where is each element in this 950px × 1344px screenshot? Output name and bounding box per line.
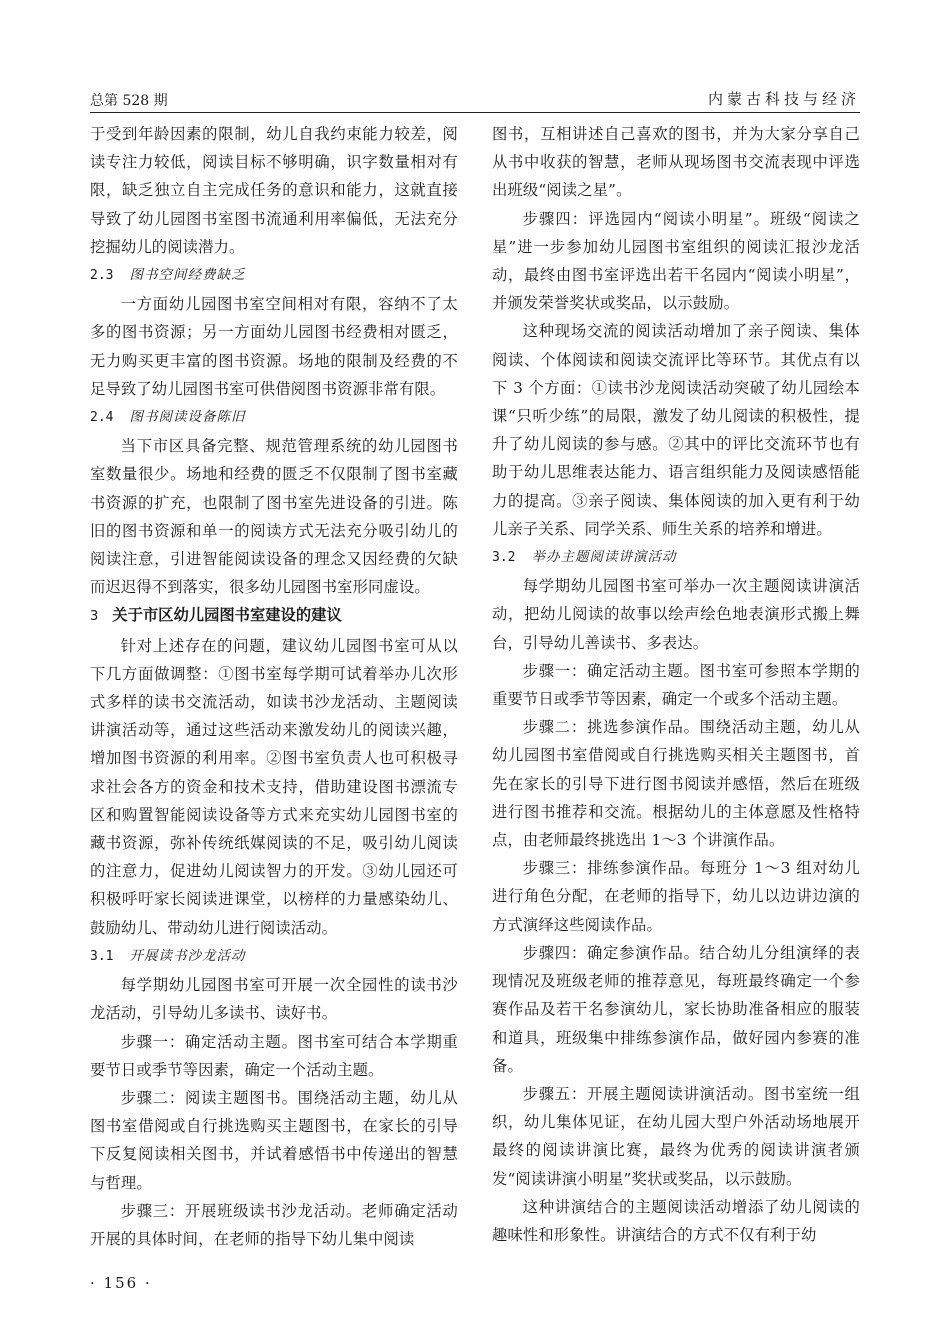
section-heading-3-1: [90, 942, 458, 971]
section-number: 3.1: [90, 948, 114, 964]
section-heading-2-3: [90, 261, 458, 290]
paragraph: 步骤一：确定活动主题。图书室可参照本学期的重要节日或季节等因素，确定一个或多个活动主题。: [492, 661, 860, 709]
paragraph: 步骤二：阅读主题图书。围绕活动主题，幼儿从图书室借阅或自行挑选购买主题图书，在家长的引导下反复阅读相关图书，并试着感悟书中传递出的智慧与哲理。: [90, 1088, 458, 1192]
running-header: [90, 88, 860, 113]
paragraph: 当下市区具备完整、规范管理系统的幼儿园图书室数量很少。场地和经费的匮乏不仅限制了图书室藏书资源的扩充，也限制了图书室先进设备的引进。陈旧的图书资源和单一的阅读方式无法充分吸引幼儿的阅读注意，引进智能阅读设备的理念又因经费的欠缺而迟迟得不到落实，很多幼儿园图书室形同虚设。: [90, 437, 458, 597]
paragraph: 步骤三：开展班级读书沙龙活动。老师确定活动开展的具体时间，在老师的指导下幼儿集中阅读: [90, 1201, 458, 1248]
paragraph: 每学期幼儿园图书室可举办一次主题阅读讲演活动，把幼儿阅读的故事以绘声绘色地表演形式搬上舞台，引导幼儿善读书、多表达。: [492, 577, 860, 652]
left-column: [90, 120, 458, 1253]
paragraph: 这种现场交流的阅读活动增加了亲子阅读、集体阅读、个体阅读和阅读交流评比等环节。其优点有以下 3 个方面：①读书沙龙阅读活动突破了幼儿园绘本课“只听少练”的局限，激发了幼儿阅读的积极性，提升了幼儿阅读的参与感。②其中的评比交流环节也有助于幼儿思维表达能力、语言组织能力及阅读感悟能力的提高。③亲子阅读、集体阅读的加入更有利于幼儿亲子关系、同学关系、师生关系的培养和增进。: [492, 322, 860, 538]
paragraph: 步骤三：排练参演作品。每班分 1～3 组对幼儿进行角色分配，在老师的指导下，幼儿以边讲边演的方式演绎这些阅读作品。: [492, 859, 860, 934]
paragraph: 步骤五：开展主题阅读讲演活动。图书室统一组织，幼儿集体见证，在幼儿园大型户外活动场地展开最终的阅读讲演比赛，最终为优秀的阅读讲演者颁发“阅读讲演小明星”奖状或奖品，以示鼓励。: [492, 1084, 860, 1188]
paragraph: 步骤四：评选园内“阅读小明星”。班级“阅读之星”进一步参加幼儿园图书室组织的阅读汇报沙龙活动，最终由图书室评选出若干名园内“阅读小明星”，并颁发荣誉奖状或奖品，以示鼓励。: [492, 209, 860, 313]
section-title: 图书阅读设备陈旧: [129, 409, 246, 426]
paragraph: 针对上述存在的问题，建议幼儿园图书室可从以下几方面做调整：①图书室每学期可试着举办儿次形式多样的读书交流活动，如读书沙龙活动、主题阅读讲演活动等，通过这些活动来激发幼儿的阅读兴趣，增加图书资源的利用率。②图书室负责人也可积极寻求社会各方的资金和技术支持，借助建设图书漂流专区和购置智能阅读设备等方式来充实幼儿园图书室的藏书资源，弥补传统纸媒阅读的不足，吸引幼儿阅读的注意力，促进幼儿阅读智力的开发。③幼儿园还可积极呼吁家长阅读进课堂，以榜样的力量感染幼儿、鼓励幼儿、带动幼儿进行阅读活动。: [90, 636, 458, 937]
section-heading-3-2: [492, 543, 860, 572]
paragraph: 这种讲演结合的主题阅读活动增添了幼儿阅读的趣味性和形象性。讲演结合的方式不仅有利于幼: [492, 1197, 860, 1244]
paragraph: 于受到年龄因素的限制，幼儿自我约束能力较差，阅读专注力较低，阅读目标不够明确，识字数量相对有限，缺乏独立自主完成任务的意识和能力，这就直接导致了幼儿园图书室图书流通利用率偏低，无法充分挖掘幼儿的阅读潜力。: [90, 125, 458, 256]
section-number: 3: [90, 609, 99, 625]
section-title: 关于市区幼儿园图书室建设的建议: [112, 606, 342, 625]
section-number: 2.3: [90, 268, 114, 284]
paragraph: 步骤二：挑选参演作品。围绕活动主题，幼儿从幼儿园图书室借阅或自行挑选购买相关主题图书，首先在家长的引导下进行图书阅读并感悟，然后在班级进行图书推荐和交流。根据幼儿的主体意愿及性格特点，由老师最终挑选出 1～3 个讲演作品。: [492, 718, 860, 850]
section-title: 开展读书沙龙活动: [129, 947, 246, 964]
paragraph: 步骤四：确定参演作品。结合幼儿分组演绎的表现情况及班级老师的推荐意见，每班最终确定一个参赛作品及若干名参演幼儿，家长协助准备相应的服装和道具，班级集中排练参演作品，做好园内参赛的准备。: [492, 943, 860, 1075]
issue-number: 总第 528 期: [90, 93, 168, 109]
section-heading-3: [90, 601, 458, 631]
paragraph: 图书，互相讲述自己喜欢的图书，并为大家分享自己从书中收获的智慧，老师从现场图书交流表现中评选出班级“阅读之星”。: [492, 125, 860, 200]
paragraph: 一方面幼儿园图书室空间相对有限，容纳不了太多的图书资源；另一方面幼儿园图书经费相对匮乏，无力购买更丰富的图书资源。场地的限制及经费的不足导致了幼儿园图书室可供借阅图书资源非常有限。: [90, 295, 458, 398]
journal-name: 内蒙古科技与经济: [707, 90, 860, 108]
section-title: 举办主题阅读讲演活动: [531, 549, 677, 566]
section-heading-2-4: [90, 403, 458, 432]
right-column: [492, 120, 860, 1249]
section-title: 图书空间经费缺乏: [129, 267, 246, 284]
paragraph: 步骤一：确定活动主题。图书室可结合本学期重要节日或季节等因素，确定一个活动主题。: [90, 1032, 458, 1079]
section-number: 3.2: [492, 550, 516, 566]
section-number: 2.4: [90, 410, 114, 426]
page-number: · 156 ·: [90, 1274, 152, 1292]
paragraph: 每学期幼儿园图书室可开展一次全园性的读书沙龙活动，引导幼儿多读书、读好书。: [90, 976, 458, 1023]
